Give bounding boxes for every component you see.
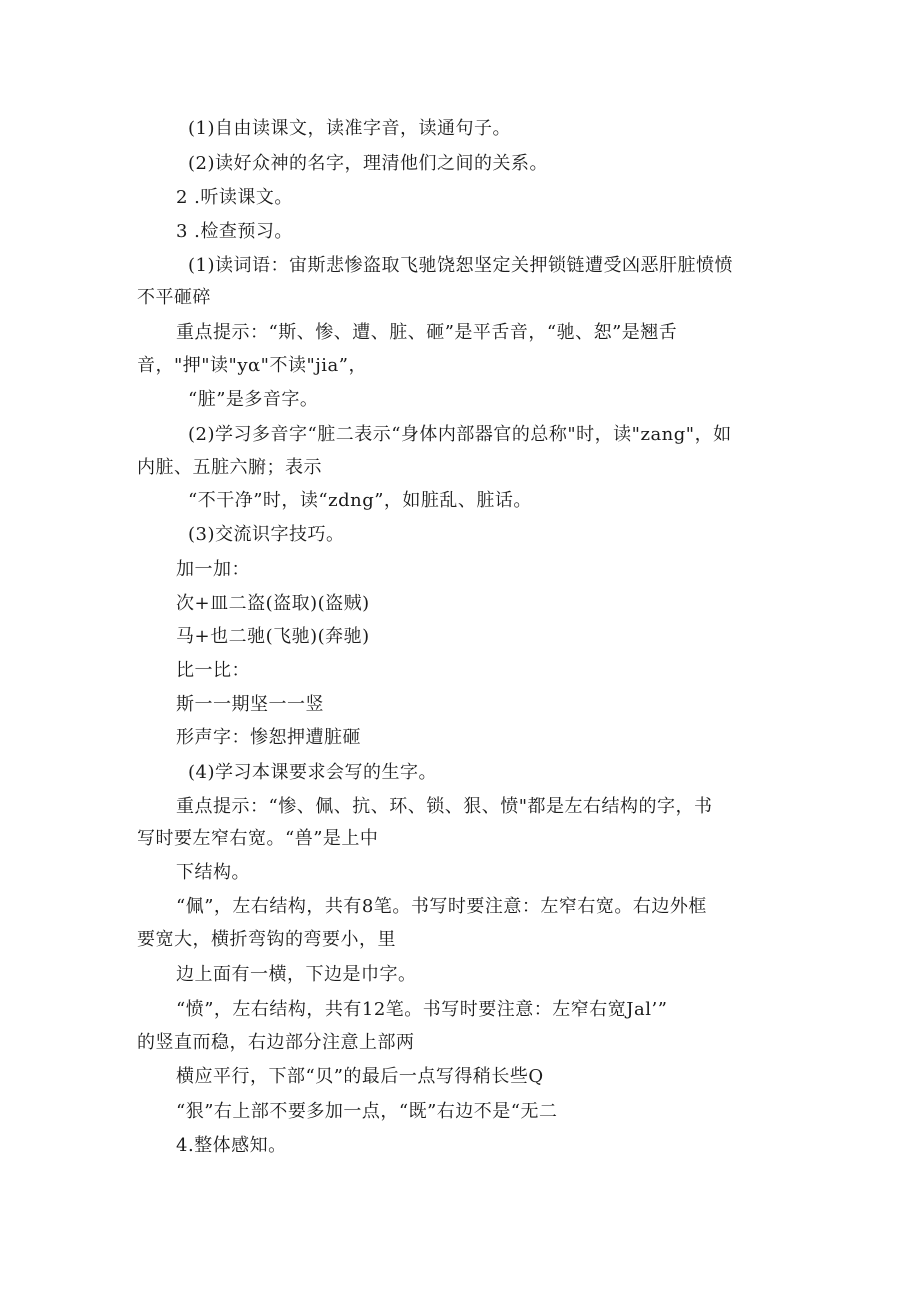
text-line: 不平砸碎 <box>137 287 211 308</box>
text-line: “脏”是多音字。 <box>188 389 319 410</box>
text-line: 边上面有一横，下边是巾字。 <box>176 964 417 985</box>
text-line: (4)学习本课要求会写的生字。 <box>188 762 437 783</box>
text-line: 写时要左窄右宽。“兽”是上中 <box>137 828 379 849</box>
text-line: 横应平行，下部“贝”的最后一点写得稍长些Q <box>176 1066 544 1087</box>
text-line: 的竖直而稳，右边部分注意上部两 <box>137 1032 415 1053</box>
text-line: 内脏、五脏六腑；表示 <box>137 457 322 478</box>
text-line: 下结构。 <box>176 862 250 883</box>
text-line: “佩”，左右结构，共有8笔。书写时要注意：左窄右宽。右边外框 <box>176 896 707 917</box>
text-line: (3)交流识字技巧。 <box>188 524 345 545</box>
text-line: 形声字：惨恕押遭脏砸 <box>176 727 361 748</box>
text-line: 要宽大，横折弯钩的弯要小，里 <box>137 929 396 950</box>
text-line: 加一加： <box>176 559 250 580</box>
text-line: 2 .听读课文。 <box>176 187 293 208</box>
text-line: 4.整体感知。 <box>176 1135 287 1156</box>
text-line: (1)读词语：宙斯悲惨盗取飞驰饶恕坚定关押锁链遭受凶恶肝脏愤愤 <box>188 255 733 276</box>
text-line: “狠”右上部不要多加一点，“既”右边不是“无二 <box>176 1101 558 1122</box>
text-line: 马+也二驰(飞驰)(奔驰) <box>176 626 370 647</box>
text-line: “愤”，左右结构，共有12笔。书写时要注意：左窄右宽Jal’” <box>176 999 668 1020</box>
text-line: 重点提示：“惨、佩、抗、环、锁、狠、愤"都是左右结构的字，书 <box>176 796 713 817</box>
text-line: (2)学习多音字“脏二表示“身体内部器官的总称"时，读"zang"，如 <box>188 424 732 445</box>
text-line: 3 .检查预习。 <box>176 221 293 242</box>
text-line: “不干净”时，读“zdng”，如脏乱、脏话。 <box>188 490 532 511</box>
text-line: 音，"押"读"yα"不读"jia”， <box>137 355 367 376</box>
text-line: (2)读好众神的名字，理清他们之间的关系。 <box>188 153 548 174</box>
text-line: (1)自由读课文，读准字音，读通句子。 <box>188 118 511 139</box>
text-line: 重点提示：“斯、惨、遭、脏、砸”是平舌音，“驰、恕”是翘舌 <box>176 322 678 343</box>
text-line: 比一比： <box>176 660 250 681</box>
text-line: 斯一一期坚一一竖 <box>176 694 324 715</box>
text-line: 次+皿二盗(盗取)(盗贼) <box>176 593 370 614</box>
